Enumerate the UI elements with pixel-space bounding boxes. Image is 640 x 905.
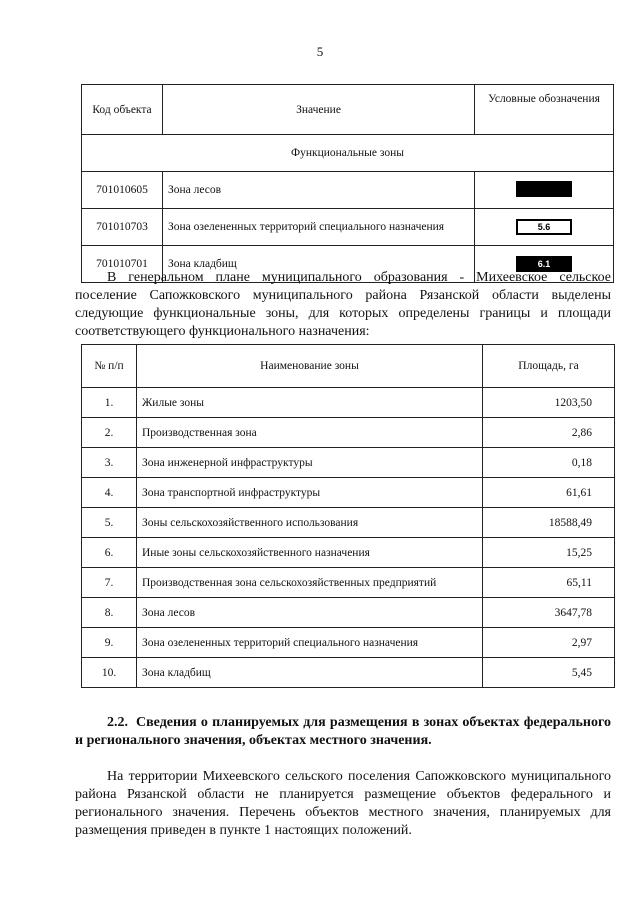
forest-zone-symbol: [516, 181, 572, 197]
green-zone-symbol: [516, 219, 572, 235]
legend-code: 701010703: [82, 209, 163, 246]
zone-num: 5.: [82, 508, 137, 538]
zones-header-name: Наименование зоны: [137, 345, 483, 388]
zones-table: [81, 344, 615, 688]
zone-name: Зоны сельскохозяйственного использования: [137, 508, 483, 538]
table-row: [82, 658, 615, 688]
zone-area: 61,61: [483, 478, 615, 508]
zone-name: Производственная зона: [137, 418, 483, 448]
legend-symbol-cell: [475, 172, 614, 209]
zone-area: 0,18: [483, 448, 615, 478]
table-row: [82, 478, 615, 508]
table-row: [82, 598, 615, 628]
page-number: 5: [316, 44, 324, 59]
zone-area: 1203,50: [483, 388, 615, 418]
table-row: [82, 568, 615, 598]
zone-num: 8.: [82, 598, 137, 628]
legend-row: [82, 172, 614, 209]
legend-header-value: Значение: [163, 85, 475, 135]
zone-num: 9.: [82, 628, 137, 658]
zone-name: Жилые зоны: [137, 388, 483, 418]
zone-name: Зона лесов: [137, 598, 483, 628]
zone-num: 7.: [82, 568, 137, 598]
legend-section-row: [82, 135, 614, 172]
zone-num: 2.: [82, 418, 137, 448]
zone-area: 15,25: [483, 538, 615, 568]
zone-name: Зона транспортной инфраструктуры: [137, 478, 483, 508]
table-row: [82, 538, 615, 568]
zone-num: 10.: [82, 658, 137, 688]
table-row: [82, 388, 615, 418]
zone-num: 1.: [82, 388, 137, 418]
zone-area: 3647,78: [483, 598, 615, 628]
zone-num: 3.: [82, 448, 137, 478]
zone-name: Зона кладбищ: [137, 658, 483, 688]
legend-symbol-cell: [475, 209, 614, 246]
zone-num: 4.: [82, 478, 137, 508]
table-row: [82, 508, 615, 538]
zone-area: 2,86: [483, 418, 615, 448]
zone-area: 5,45: [483, 658, 615, 688]
legend-table: [81, 84, 614, 283]
intro-paragraph: В генеральном плане муниципального образования - Михеевское сельское поселение Сапожковского муниципального района Рязанской области выделены следующие функциональные зоны, для которых определены границы и площади соответствующего функционального назначения:: [75, 270, 611, 339]
legend-value: Зона кладбищ: [163, 246, 475, 283]
legend-code: 701010701: [82, 246, 163, 283]
table-row: [82, 628, 615, 658]
zone-name: Зона озелененных территорий специального назначения: [137, 628, 483, 658]
closing-paragraph: На территории Михеевского сельского поселения Сапожковского муниципального района Рязанской области не планируется размещение объектов федерального и регионального значения. Перечень объектов местного значения, планируемых для размещения приведен в пункте 1 настоящих положений.: [75, 769, 611, 838]
green-zone-symbol-label: 5.6: [518, 221, 570, 233]
zone-area: 18588,49: [483, 508, 615, 538]
zone-name: Производственная зона сельскохозяйственных предприятий: [137, 568, 483, 598]
section-heading-title: Сведения о планируемых для размещения в зонах объектах федерального и регионального значения, объектах местного значения.: [75, 715, 611, 748]
legend-value: Зона лесов: [163, 172, 475, 209]
table-row: [82, 418, 615, 448]
cemetery-zone-symbol: 6.1: [516, 256, 572, 272]
legend-header-symbol: Условные обозначения: [475, 85, 614, 135]
legend-code: 701010605: [82, 172, 163, 209]
zone-name: Иные зоны сельскохозяйственного назначения: [137, 538, 483, 568]
zone-num: 6.: [82, 538, 137, 568]
legend-section-title: Функциональные зоны: [82, 135, 614, 172]
legend-value: Зона озелененных территорий специального назначения: [163, 209, 475, 246]
section-heading-number: 2.2.: [107, 715, 128, 730]
table-row: [82, 448, 615, 478]
zones-header-row: [82, 345, 615, 388]
section-heading: [75, 714, 611, 750]
zone-area: 2,97: [483, 628, 615, 658]
zone-area: 65,11: [483, 568, 615, 598]
zones-header-area: Площадь, га: [483, 345, 615, 388]
zone-name: Зона инженерной инфраструктуры: [137, 448, 483, 478]
legend-row: [82, 209, 614, 246]
zones-header-num: № п/п: [82, 345, 137, 388]
legend-header-code: Код объекта: [82, 85, 163, 135]
legend-header-row: [82, 85, 614, 135]
